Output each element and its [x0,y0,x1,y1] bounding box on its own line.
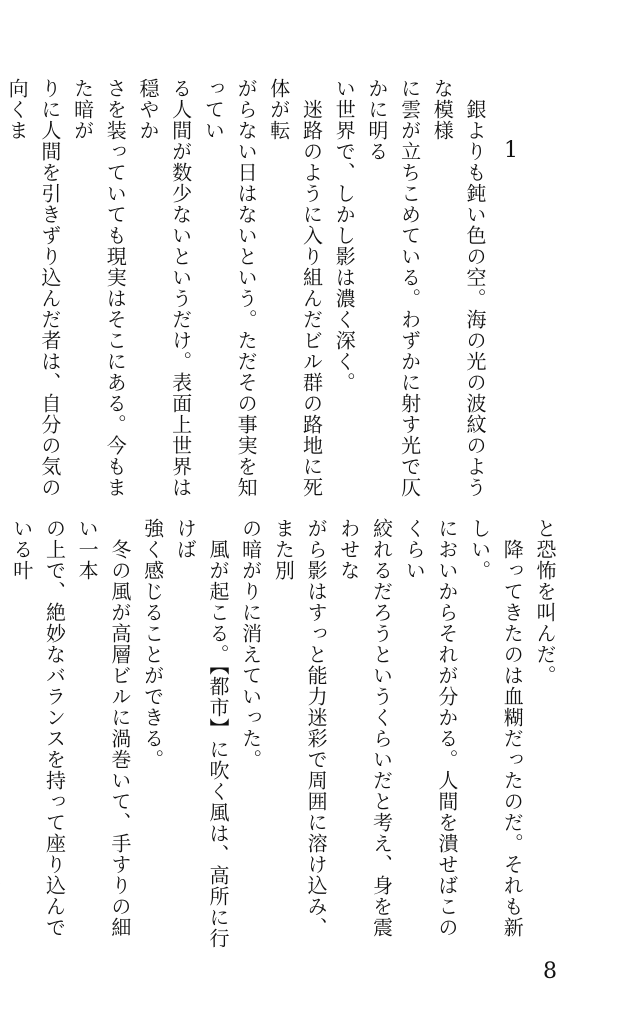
top-text-block: 銀よりも鈍い色の空。海の光の波紋のような模様 に雲が立ちこめている。わずかに射す光で仄かに明る い世界で、しかし影は濃く深く。 迷路のように入り組んだビル群の路地に死体が転 がらない日はないという。ただその事実を知ってい る人間が数少ないというだけ。表面上世界は穏やか さを装っていても現実はそこにある。今もまた暗が りに人間を引きずり込んだ者は、自分の気の向くま [5,78,487,498]
page-number: 8 [543,959,557,984]
bottom-text-block: と恐怖を叫んだ。 降ってきたのは血糊だったのだ。それも新しい。 においからそれが分かる。人間を潰せばこのくらい 絞れるだろうというくらいだと考え、身を震わせな がら影はすっと能力迷彩で周囲に溶け込み、また別 の暗がりに消えていった。 風が起こる。【都市】に吹く風は、高所に行けば 強く感じることができる。 冬の風が高層ビルに渦巻いて、手すりの細い一本 の上で、絶妙なバランスを持って座り込んでいる叶 [9,518,557,949]
chapter-number: 1 [504,138,518,163]
